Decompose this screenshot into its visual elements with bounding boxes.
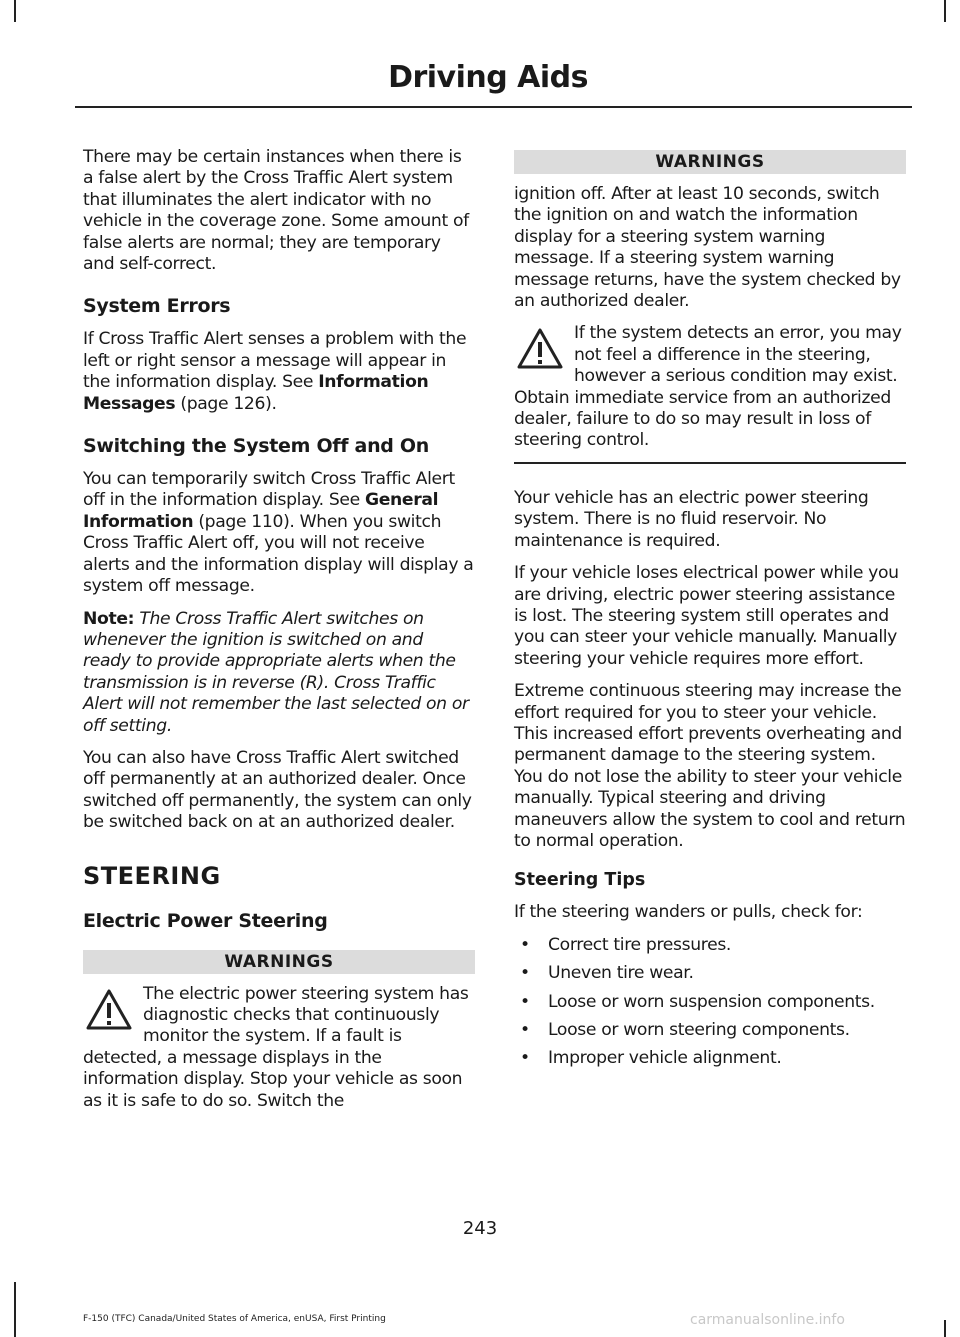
heading-system-errors: System Errors: [83, 295, 231, 318]
paragraph-check-for: If the steering wanders or pulls, check for:: [514, 902, 863, 923]
note-text: The Cross Traffic Alert switches on whenever the ignition is switched on and ready to provide appropriate alerts when the transmission is in reverse (R). Cross Traffic Alert will not remember the last selected on or off setting.: [83, 608, 469, 736]
paragraph-no-fluid: Your vehicle has an electric power steering system. There is no fluid reservoir. No maintenance is required.: [514, 487, 869, 551]
left-column: [83, 147, 475, 1123]
heading-switching-system: Switching the System Off and On: [83, 435, 429, 458]
list-item: • Loose or worn steering components.: [520, 1020, 850, 1040]
paragraph-system-errors: If Cross Traffic Alert senses a problem with the left or right sensor a message will appear in the information display. See Information Messages (page 126).: [83, 329, 467, 414]
warnings-bar-continued: WARNINGS: [514, 150, 906, 174]
crop-mark-top-right: [944, 0, 946, 22]
warning-eps-text: The electric power steering system has diagnostic checks that continuously monitor the system. If a fault is detected, a message displays in the information display. Stop your vehicle as soon as it is safe to do so. Switch the: [83, 983, 469, 1111]
crop-mark-top-left: [14, 0, 16, 22]
paragraph-power-loss: If your vehicle loses electrical power while you are driving, electric power steering assistance is lost. The steering system still operates and you can steer your vehicle manually. Manually steering your vehicle requires more effort.: [514, 563, 899, 669]
note-paragraph: [83, 609, 475, 737]
heading-steering-tips: Steering Tips: [514, 870, 646, 891]
steering-tips-list: [514, 935, 906, 1070]
list-item: • Improper vehicle alignment.: [520, 1048, 782, 1069]
warning-triangle-icon: [516, 327, 564, 371]
header-rule: [75, 106, 912, 108]
list-item: • Correct tire pressures.: [520, 934, 732, 955]
note-label: Note:: [83, 608, 135, 629]
paragraph-switching: You can temporarily switch Cross Traffic Alert off in the information display. See General Information (page 110). When you switch Cross Traffic Alert off, you will not receive alerts and the information display will display a system off message.: [83, 469, 474, 597]
list-item: • Uneven tire wear.: [520, 963, 694, 984]
right-column: [514, 150, 906, 1077]
warning-triangle-icon: [85, 988, 133, 1032]
xref-information-messages[interactable]: Information Messages: [83, 372, 429, 414]
paragraph-permanent-off: You can also have Cross Traffic Alert switched off permanently at an authorized dealer. Once switched off permanently, the system can only be switched back on at an authorized dealer.: [83, 747, 472, 833]
section-title: Driving Aids: [388, 60, 588, 95]
paragraph-extreme-steering: Extreme continuous steering may increase the effort required for you to steer your vehicle. This increased effort prevents overheating and permanent damage to the steering system. You do not lose the ability to steer your vehicle manually. Typical steering and driving maneuvers allow the system to cool and return to normal operation.: [514, 681, 906, 851]
heading-steering: STEERING: [83, 861, 221, 890]
warnings-bar: WARNINGS: [83, 950, 475, 974]
footer-edition: F-150 (TFC) Canada/United States of America, enUSA, First Printing: [83, 1314, 386, 1324]
warning-error-text: If the system detects an error, you may not feel a difference in the steering, however a serious condition may exist. Obtain immediate service from an authorized dealer, failure to do so may result in loss of steering control.: [514, 323, 902, 451]
page-number: 243: [462, 1218, 498, 1239]
heading-electric-power-steering: Electric Power Steering: [83, 909, 328, 932]
crop-mark-bottom-right: [944, 1320, 946, 1337]
watermark: carmanualsonline.info: [690, 1312, 845, 1328]
xref-general-information[interactable]: General Information: [83, 490, 439, 532]
warning-eps-continued: ignition off. After at least 10 seconds, switch the ignition on and watch the information display for a steering system warning message. If a steering system warning message returns, have the system checked by an authorized dealer.: [514, 184, 901, 312]
crop-mark-bottom-left: [14, 1282, 16, 1337]
list-item: • Loose or worn suspension components.: [520, 991, 875, 1012]
warning-block-error: [514, 323, 906, 463]
paragraph-false-alerts: There may be certain instances when there is a false alert by the Cross Traffic Alert system that illuminates the alert indicator with no vehicle in the coverage zone. Some amount of false alerts are normal; they are temporary and self-correct.: [83, 147, 469, 275]
